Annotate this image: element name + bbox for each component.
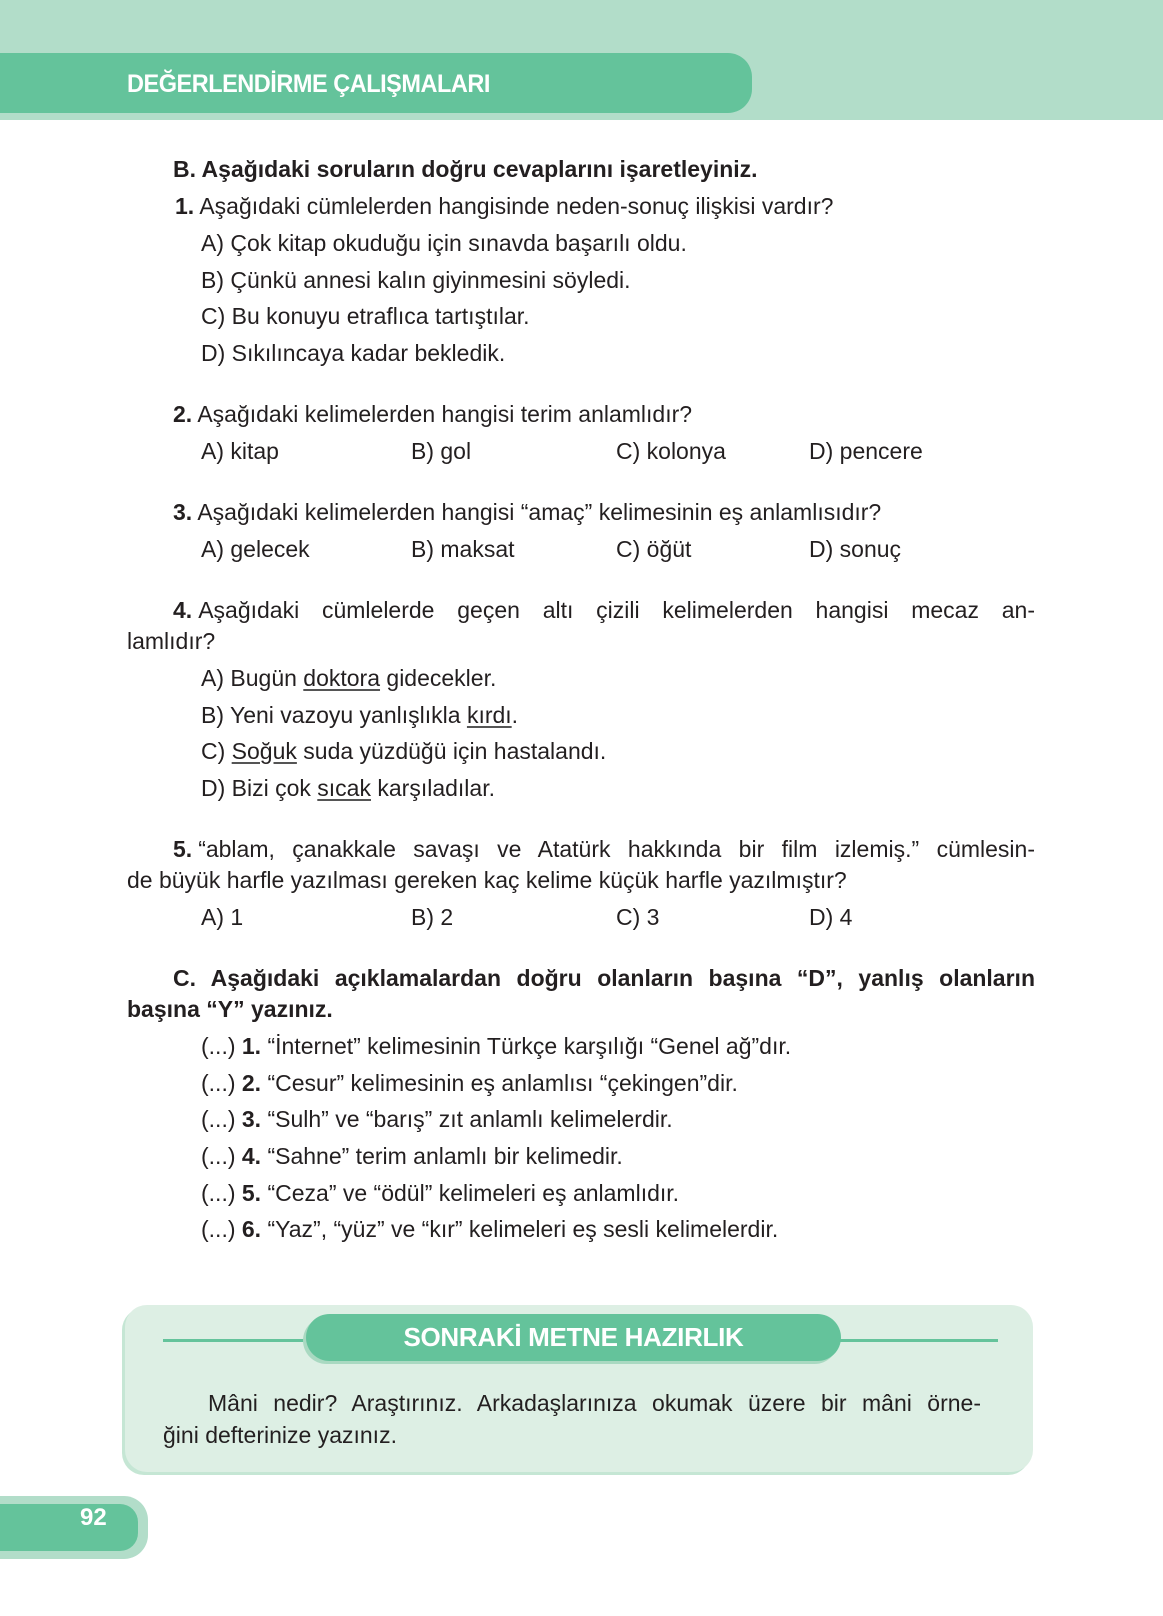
section-c-heading-line-1: C. Aşağıdaki açıklamalardan doğru olanların başına “D”, yanlış olanların: [173, 965, 1035, 991]
tf-item-4: [201, 1141, 623, 1171]
question-1: [175, 191, 833, 221]
q4-option-b[interactable]: [201, 700, 518, 730]
question-2: [173, 399, 692, 429]
question-text-line-2: lamlıdır?: [127, 628, 216, 654]
answer-blank[interactable]: (...): [201, 1180, 236, 1206]
question-number: 4.: [173, 597, 193, 623]
q3-option-c[interactable]: C) öğüt: [616, 536, 692, 562]
underlined-word: sıcak: [317, 775, 371, 801]
question-text-line-1: Aşağıdaki cümlelerde geçen altı çizili kelimelerden hangisi mecaz an-: [198, 597, 1035, 623]
q4-option-d[interactable]: [201, 773, 495, 803]
item-text: “Sahne” terim anlamlı bir kelimedir.: [267, 1143, 623, 1169]
option-text: .: [511, 702, 519, 728]
section-b-heading: B. Aşağıdaki soruların doğru cevaplarını işaretleyiniz.: [173, 156, 758, 182]
prep-text-line-1: Mâni nedir? Araştırınız. Arkadaşlarınıza okumak üzere bir mâni örne-: [208, 1390, 981, 1416]
underlined-word: Soğuk: [231, 738, 297, 764]
answer-blank[interactable]: (...): [201, 1033, 236, 1059]
q3-option-b[interactable]: B) maksat: [411, 536, 515, 562]
divider-line-left: [163, 1339, 313, 1342]
tf-item-2: [201, 1068, 738, 1098]
option-text: gidecekler.: [380, 665, 497, 691]
question-number: 5.: [173, 836, 193, 862]
tf-item-6: [201, 1214, 778, 1244]
q3-option-a[interactable]: A) gelecek: [201, 536, 310, 562]
question-text-line-2: de büyük harfle yazılması gereken kaç kelime küçük harfle yazılmıştır?: [127, 867, 847, 893]
q2-option-d[interactable]: D) pencere: [809, 438, 923, 464]
question-text: Aşağıdaki kelimelerden hangisi terim anlamlıdır?: [197, 401, 693, 427]
option-text: karşıladılar.: [370, 775, 495, 801]
answer-blank[interactable]: (...): [201, 1216, 236, 1242]
option-text: D) Bizi çok: [201, 775, 318, 801]
option-text: suda yüzdüğü için hastalandı.: [296, 738, 607, 764]
divider-line-right: [833, 1339, 998, 1342]
item-text: “Cesur” kelimesinin eş anlamlısı “çekingen”dir.: [267, 1070, 738, 1096]
item-text: “İnternet” kelimesinin Türkçe karşılığı “Genel ağ”dır.: [267, 1033, 792, 1059]
page-title: DEĞERLENDİRME ÇALIŞMALARI: [127, 70, 490, 98]
item-text: “Ceza” ve “ödül” kelimeleri eş anlamlıdır.: [267, 1180, 680, 1206]
q1-option-d[interactable]: D) Sıkılıncaya kadar bekledik.: [201, 340, 506, 366]
q1-option-a[interactable]: A) Çok kitap okuduğu için sınavda başarılı oldu.: [201, 230, 687, 256]
item-number: 1.: [241, 1033, 262, 1059]
item-number: 3.: [241, 1106, 262, 1132]
question-3: [173, 497, 881, 527]
q5-option-d[interactable]: D) 4: [809, 904, 853, 930]
tf-item-5: [201, 1178, 679, 1208]
q5-option-b[interactable]: B) 2: [411, 904, 454, 930]
answer-blank[interactable]: (...): [201, 1070, 236, 1096]
question-text: Aşağıdaki kelimelerden hangisi “amaç” kelimesinin eş anlamlısıdır?: [197, 499, 882, 525]
question-number: 3.: [173, 499, 193, 525]
next-text-prep-box: [125, 1305, 1033, 1472]
q4-option-a[interactable]: [201, 663, 496, 693]
q3-option-d[interactable]: D) sonuç: [809, 536, 902, 562]
q1-option-b[interactable]: B) Çünkü annesi kalın giyinmesini söyledi.: [201, 267, 631, 293]
q2-option-b[interactable]: B) gol: [411, 438, 472, 464]
item-text: “Sulh” ve “barış” zıt anlamlı kelimelerdir.: [267, 1106, 673, 1132]
tf-item-3: [201, 1104, 673, 1134]
q1-option-c[interactable]: C) Bu konuyu etraflıca tartıştılar.: [201, 303, 530, 329]
question-text-line-1: “ablam, çanakkale savaşı ve Atatürk hakkında bir film izlemiş.” cümlesin-: [198, 836, 1035, 862]
q5-option-a[interactable]: A) 1: [201, 904, 244, 930]
question-5: [173, 834, 1035, 864]
prep-text-line-2: ğini defterinize yazınız.: [163, 1422, 397, 1448]
item-text: “Yaz”, “yüz” ve “kır” kelimeleri eş sesli kelimelerdir.: [267, 1216, 779, 1242]
page-number-badge: [0, 1496, 148, 1559]
item-number: 2.: [241, 1070, 262, 1096]
underlined-word: doktora: [303, 665, 381, 691]
section-c-heading-line-2: başına “Y” yazınız.: [127, 996, 333, 1022]
option-text: A) Bugün: [201, 665, 304, 691]
question-4: [173, 595, 1035, 625]
question-number: 2.: [173, 401, 193, 427]
q5-option-c[interactable]: C) 3: [616, 904, 660, 930]
option-text: B) Yeni vazoyu yanlışlıkla: [201, 702, 467, 728]
q2-option-a[interactable]: A) kitap: [201, 438, 279, 464]
page-number: 92: [80, 1504, 107, 1531]
item-number: 6.: [241, 1216, 262, 1242]
prep-title: SONRAKİ METNE HAZIRLIK: [306, 1314, 841, 1361]
item-number: 5.: [241, 1180, 262, 1206]
answer-blank[interactable]: (...): [201, 1106, 236, 1132]
q4-option-c[interactable]: [201, 736, 606, 766]
question-text: Aşağıdaki cümlelerden hangisinde neden-sonuç ilişkisi vardır?: [199, 193, 834, 219]
q2-option-c[interactable]: C) kolonya: [616, 438, 726, 464]
tf-item-1: [201, 1031, 791, 1061]
underlined-word: kırdı: [466, 702, 512, 728]
question-number: 1.: [175, 193, 195, 219]
section-title-bar: [0, 53, 752, 113]
answer-blank[interactable]: (...): [201, 1143, 236, 1169]
option-text: C): [201, 738, 232, 764]
item-number: 4.: [241, 1143, 262, 1169]
page-number-inner: [0, 1504, 138, 1551]
